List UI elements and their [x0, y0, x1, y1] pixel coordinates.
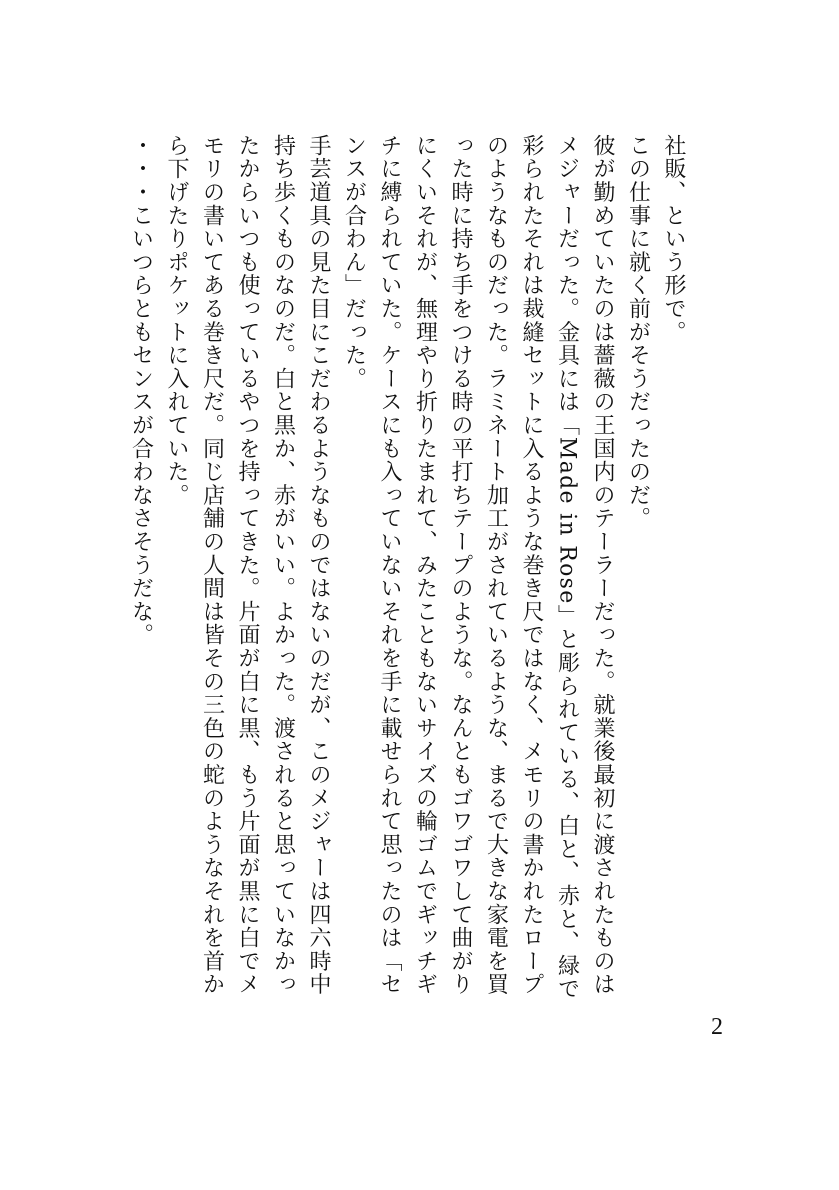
paragraph-3: 彼が勤めていたのは薔薇の王国内のテーラーだった。就業後最初に渡されたものはメジャーだった。金具には「Made in Rose」と彫られている、白と、赤と、緑で彩られたそれは裁縫セットに入るような巻き尺ではなく、メモリの書かれたロープのようなものだった。ラミネート加工がされているような、まるで大きな家電を買った時に持ち手をつける時の平打ちテープのような。なんともゴワゴワして曲がりにくいそれが、無理やり折りたまれて、みたこともないサイズの輪ゴムでギッチギチに縛られていた。ケースにも入っていないそれを手に載せられて思ったのは「センスが合わん」だった。	[341, 134, 615, 1001]
paragraph-2: この仕事に就く前がそうだったのだ。	[625, 134, 651, 531]
paragraph-1: 社販、という形で。	[661, 134, 686, 344]
paragraph-4: 手芸道具の見た目にこだわるようなものではないのだが、このメジャーは四六時中持ち歩くものなのだ。白と黒か、赤がいい。よかった。渡されると思っていなかったからいつも使っているやつを持ってきた。片面が白に黒、もう片面が黒に白でメモリの書いてある巻き尺だ。同じ店舗の人間は皆その三色の蛇のようなそれを首から下げたりポケットに入れていた。	[164, 134, 331, 997]
vertical-text-body	[123, 134, 691, 1014]
page-number: 2	[711, 1014, 723, 1040]
paragraph-5: ・・・こいつらともセンスが合わなさそうだな。	[128, 134, 154, 647]
